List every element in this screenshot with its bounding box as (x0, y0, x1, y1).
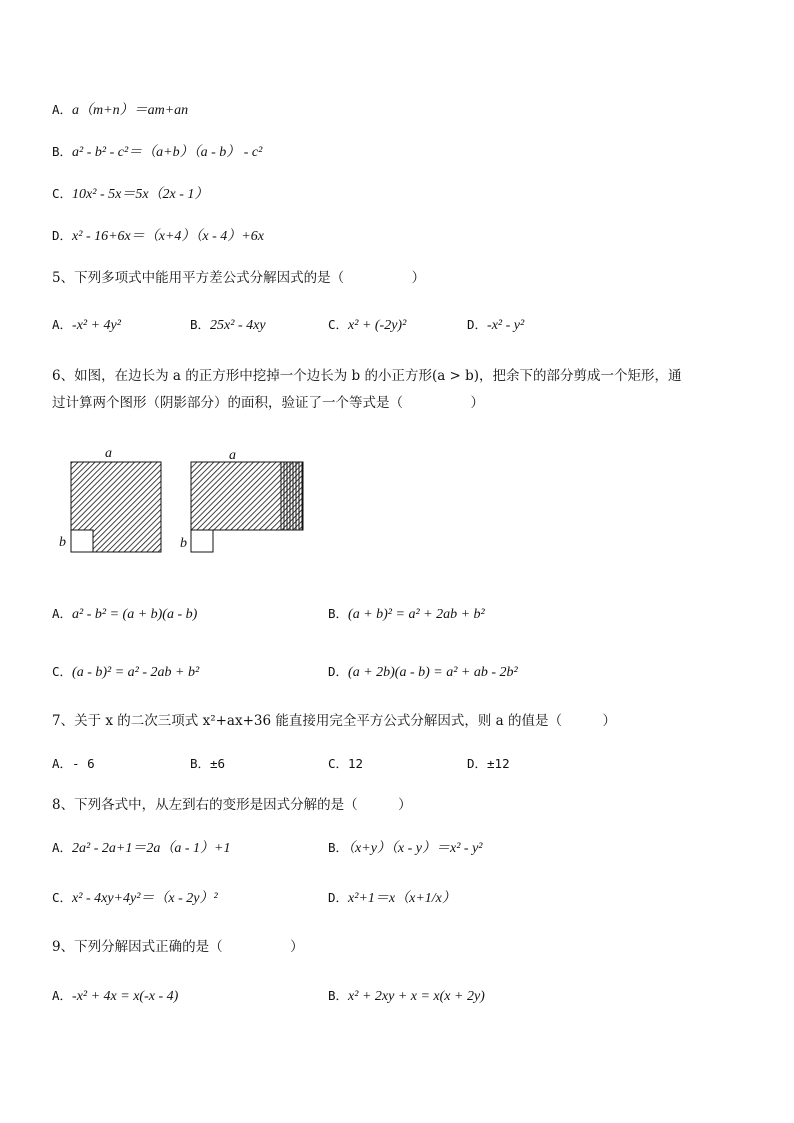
q7-option-d (467, 755, 510, 774)
small-square-right (191, 530, 213, 552)
option-label: A． (52, 840, 73, 855)
label-a-right: a (229, 448, 236, 463)
rectangle-strip (281, 462, 303, 530)
q7-option-a (52, 755, 95, 774)
option-text: x² + (-2y)² (348, 318, 407, 333)
option-label: A． (52, 317, 73, 332)
q6-option-b (328, 605, 485, 624)
q7-option-c (328, 755, 363, 774)
q8-stem: 8、下列各式中，从左到右的变形是因式分解的是（ ） (52, 797, 412, 813)
option-text: - 6 (72, 756, 95, 771)
option-label: D． (328, 664, 349, 679)
q5-option-c (328, 316, 406, 335)
q4-option-a (52, 101, 188, 120)
q8-option-b (328, 839, 482, 858)
option-text: 10x² - 5x＝5x（2x - 1） (72, 187, 209, 202)
option-label: D． (467, 317, 488, 332)
q4-option-c (52, 185, 208, 204)
option-label: B． (328, 606, 349, 621)
option-label: D． (328, 890, 349, 905)
option-text: a（m+n）＝am+an (72, 103, 189, 118)
q7-stem: 7、关于 x 的二次三项式 x²+ax+36 能直接用完全平方公式分解因式，则 a 的值是（ ） (52, 713, 616, 729)
option-text: （x+y）（x - y）＝x² - y² (348, 841, 483, 856)
option-text: x² - 16+6x＝（x+4）（x - 4）+6x (72, 229, 264, 244)
option-text: -x² + 4y² (72, 318, 121, 333)
option-text: ±12 (487, 756, 510, 771)
option-text: (a - b)² = a² - 2ab + b² (72, 665, 200, 680)
q6-option-d (328, 663, 518, 682)
option-label: B． (190, 756, 211, 771)
q8-option-c (52, 889, 218, 908)
option-text: 2a² - 2a+1＝2a（a - 1）+1 (72, 841, 231, 856)
option-label: D． (467, 756, 488, 771)
q6-stem-line1: 6、如图，在边长为 a 的正方形中挖掉一个边长为 b 的小正方形(a > b)，把余下的部分剪成一个矩形，通 (52, 368, 682, 384)
option-text: a² - b² = (a + b)(a - b) (72, 607, 198, 622)
option-label: A． (52, 988, 73, 1003)
option-text: x² + 2xy + x = x(x + 2y) (348, 989, 485, 1004)
option-text: (a + 2b)(a - b) = a² + ab - 2b² (348, 665, 518, 680)
option-label: A． (52, 606, 73, 621)
q6-option-a (52, 605, 197, 624)
q8-option-a (52, 839, 230, 858)
option-text: 25x² - 4xy (210, 318, 266, 333)
option-text: -x² + 4x = x(-x - 4) (72, 989, 179, 1004)
q9-option-a (52, 987, 178, 1006)
label-a-left: a (105, 446, 112, 461)
label-b-left: b (59, 535, 66, 550)
option-label: C． (52, 664, 73, 679)
q7-option-b (190, 755, 225, 774)
option-label: C． (52, 890, 73, 905)
option-label: A． (52, 756, 73, 771)
q5-option-a (52, 316, 121, 335)
option-label: B． (52, 144, 73, 159)
q6-stem-line2: 过计算两个图形（阴影部分）的面积，验证了一个等式是（ ） (52, 395, 484, 411)
q5-option-d (467, 316, 524, 335)
q4-option-b (52, 143, 262, 162)
option-text: x²+1＝x（x+1/x） (348, 891, 456, 906)
option-label: C． (328, 317, 349, 332)
q8-option-d (328, 889, 456, 908)
q6-figure (55, 445, 310, 557)
label-b-right: b (180, 536, 187, 551)
q6-option-c (52, 663, 199, 682)
q9-option-b (328, 987, 485, 1006)
option-label: B． (328, 840, 349, 855)
option-label: B． (328, 988, 349, 1003)
q5-stem: 5、下列多项式中能用平方差公式分解因式的是（ ） (52, 270, 426, 286)
option-text: 12 (348, 756, 364, 771)
q9-stem: 9、下列分解因式正确的是（ ） (52, 939, 304, 955)
option-label: D． (52, 228, 73, 243)
option-text: (a + b)² = a² + 2ab + b² (348, 607, 485, 622)
option-text: -x² - y² (487, 318, 525, 333)
small-square-removed (71, 530, 93, 552)
q5-option-b (190, 316, 266, 335)
q4-option-d (52, 227, 264, 246)
option-text: ±6 (210, 756, 226, 771)
option-label: B． (190, 317, 211, 332)
option-label: A． (52, 102, 73, 117)
option-text: x² - 4xy+4y²＝（x - 2y）² (72, 891, 218, 906)
option-label: C． (328, 756, 349, 771)
option-label: C． (52, 186, 73, 201)
option-text: a² - b² - c²＝（a+b）（a - b） - c² (72, 145, 263, 160)
